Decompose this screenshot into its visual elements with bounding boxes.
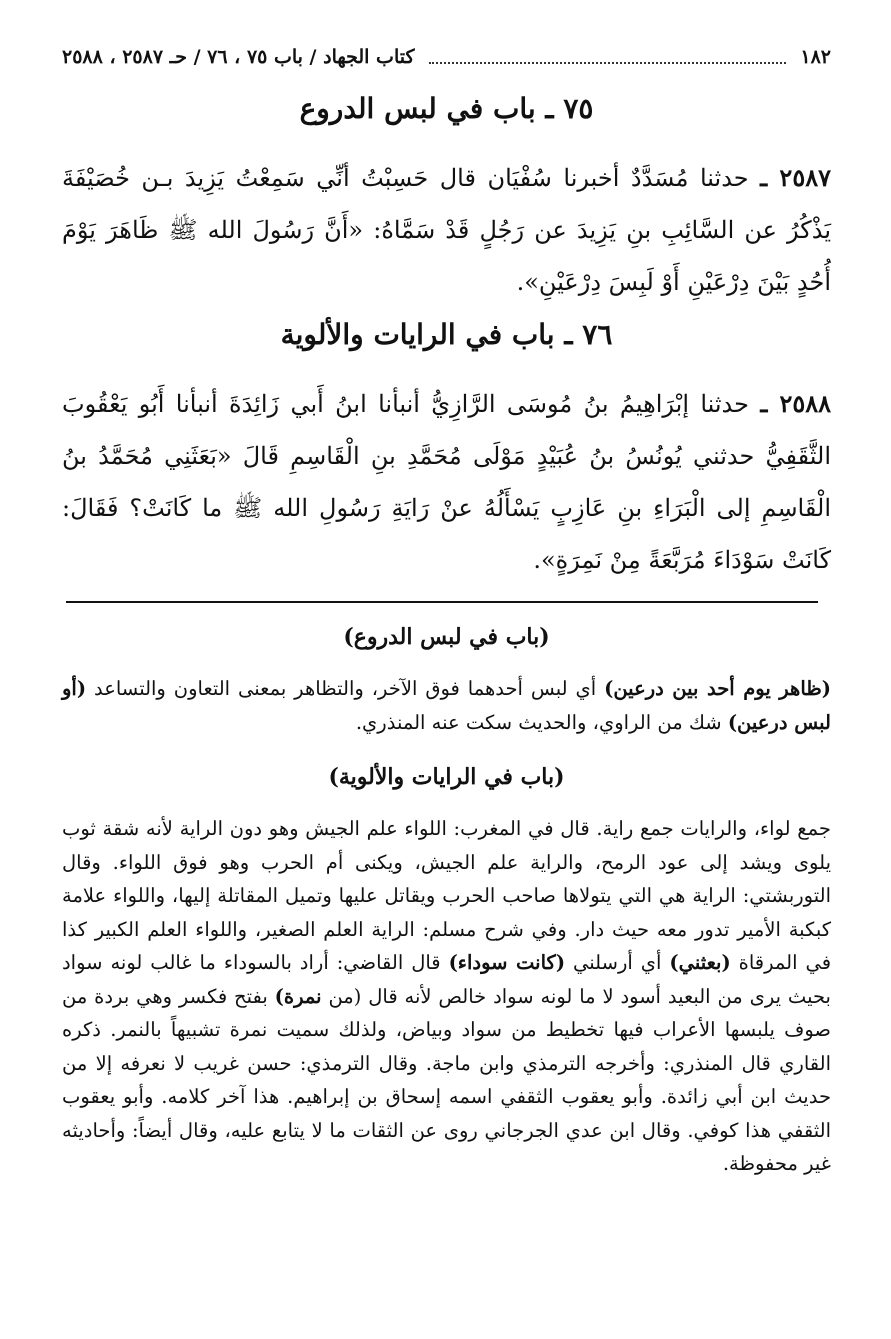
chapter-number: ٧٦ ـ: [564, 318, 613, 351]
chapter-bab-word: باب: [492, 92, 536, 125]
commentary-text: بفتح فكسر وهي بردة من صوف يلبسها الأعراب فيها تخطيط من سواد وبياض، ولذلك سميت نمرة تشبيهاً بالنمر. ذكره القاري قال المنذري: وأخرجه الترمذي وابن ماجة. وقال الترمذي: حسن غريب لا نعرفه إلا من حديث ابن أبي زائدة. وأبو يعقوب الثقفي اسمه إسحاق بن إبراهيم. هذا آخر كلامه. وأبو يعقوب الثقفي هذا كوفي. وقال ابن عدي الجرجاني روى عن الثقات ما لا يتابع عليه، وقال أيضاً: وأحاديثه غير محفوظة.: [62, 984, 831, 1175]
commentary-separator-line: [66, 601, 818, 603]
commentary-heading-armor: (باب في لبس الدروع): [343, 624, 550, 650]
commentary-text: أي أرسلني: [565, 951, 670, 974]
commentary-text: شك من الراوي، والحديث سكت عنه المنذري.: [355, 710, 728, 734]
chapter-heading-76: [62, 318, 831, 351]
header-title: كتاب الجهاد / باب ٧٥ ، ٧٦ / حـ ٢٥٨٧ ، ٢٥٨٨: [62, 46, 415, 68]
quoted-phrase: (كانت سوداء): [448, 951, 566, 974]
quoted-phrase: (ظاهر يوم أحد بين درعين): [604, 677, 832, 700]
commentary-text: قال القاضي: أراد بالسوداء ما غالب لونه سواد بحيث يرى من البعيد أسود لا ما لونه سواد خالص لأنه قال (من: [62, 951, 831, 1008]
quoted-phrase: (أو لبس درعين): [62, 677, 831, 734]
commentary-heading-banners: (باب في الرايات والألوية): [328, 764, 565, 790]
hadith-text: حدثنا مُسَدَّدٌ أخبرنا سُفْيَان قال حَسِبْتُ أنِّي سَمِعْتُ يَزِيدَ بـن خُصَيْفَةَ يَذْكُرُ عن السَّائِبِ بنِ يَزِيدَ عن رَجُلٍ قَدْ سَمَّاهُ: «أَنَّ رَسُولَ الله ﷺ ظَاهَرَ يَوْمَ أُحُدٍ بَيْنَ دِرْعَيْنِ أَوْ لَبِسَ دِرْعَيْنِ».: [62, 164, 831, 296]
quoted-phrase: (بعثني): [669, 951, 731, 974]
commentary-text: أي لبس أحدهما فوق الآخر، والتظاهر بمعنى التعاون والتساعد: [86, 677, 605, 700]
commentary-text: جمع لواء، والرايات جمع راية. قال في المغرب: اللواء علم الجيش وهو دون الراية لأنه شقة ثوب يلوى ويشد إلى عود الرمح، والراية علم الجيش، ويكنى أم الحرب وهو فوق اللواء. وقال التوربشتي: الراية هي التي يتولاها صاحب الحرب ويقاتل عليها وتميل المقاتلة إليها، واللواء علامة كبكبة الأمير تدور معه حيث دار. وفي شرح مسلم: الراية العلم الصغير، واللواء العلم الكبير كذا في المرقاة: [62, 817, 832, 974]
chapter-heading-75: [62, 92, 831, 125]
quoted-phrase: نمرة): [274, 984, 322, 1008]
commentary-paragraph-banners: [62, 812, 831, 1181]
hadith-2588: [62, 378, 831, 586]
page-number: ١٨٢: [800, 46, 831, 68]
header-dot-leader: [429, 62, 787, 64]
hadith-text: حدثنا إبْرَاهِيمُ بنُ مُوسَى الرَّازِيُّ أنبأنا ابنُ أَبي زَائِدَةَ أنبأنا أَبُو يَعْقُوبَ الثَّقَفِيُّ حدثني يُونُسُ بنُ عُبَيْدٍ مَوْلَى مُحَمَّدِ بنِ الْقَاسِمِ قَالَ «بَعَثَنِي مُحَمَّدُ بنُ الْقَاسِمِ إلى الْبَرَاءِ بنِ عَازِبٍ يَسْأَلُهُ عنْ رَايَةِ رَسُولِ الله ﷺ ما كَانَتْ؟ فَقَالَ: كَانَتْ سَوْدَاءَ مُرَبَّعَةً مِنْ نَمِرَةٍ».: [62, 390, 831, 574]
chapter-title: في لبس الدروع: [299, 92, 484, 125]
chapter-title: في الرايات والألوية: [280, 318, 503, 351]
chapter-number: ٧٥ ـ: [545, 92, 594, 125]
chapter-bab-word: باب: [511, 318, 555, 351]
hadith-number: ٢٥٨٧ ـ: [760, 163, 831, 192]
hadith-2587: [62, 152, 831, 308]
commentary-paragraph-armor: [62, 672, 831, 739]
running-header: [62, 40, 831, 74]
hadith-number: ٢٥٨٨ ـ: [760, 389, 831, 418]
